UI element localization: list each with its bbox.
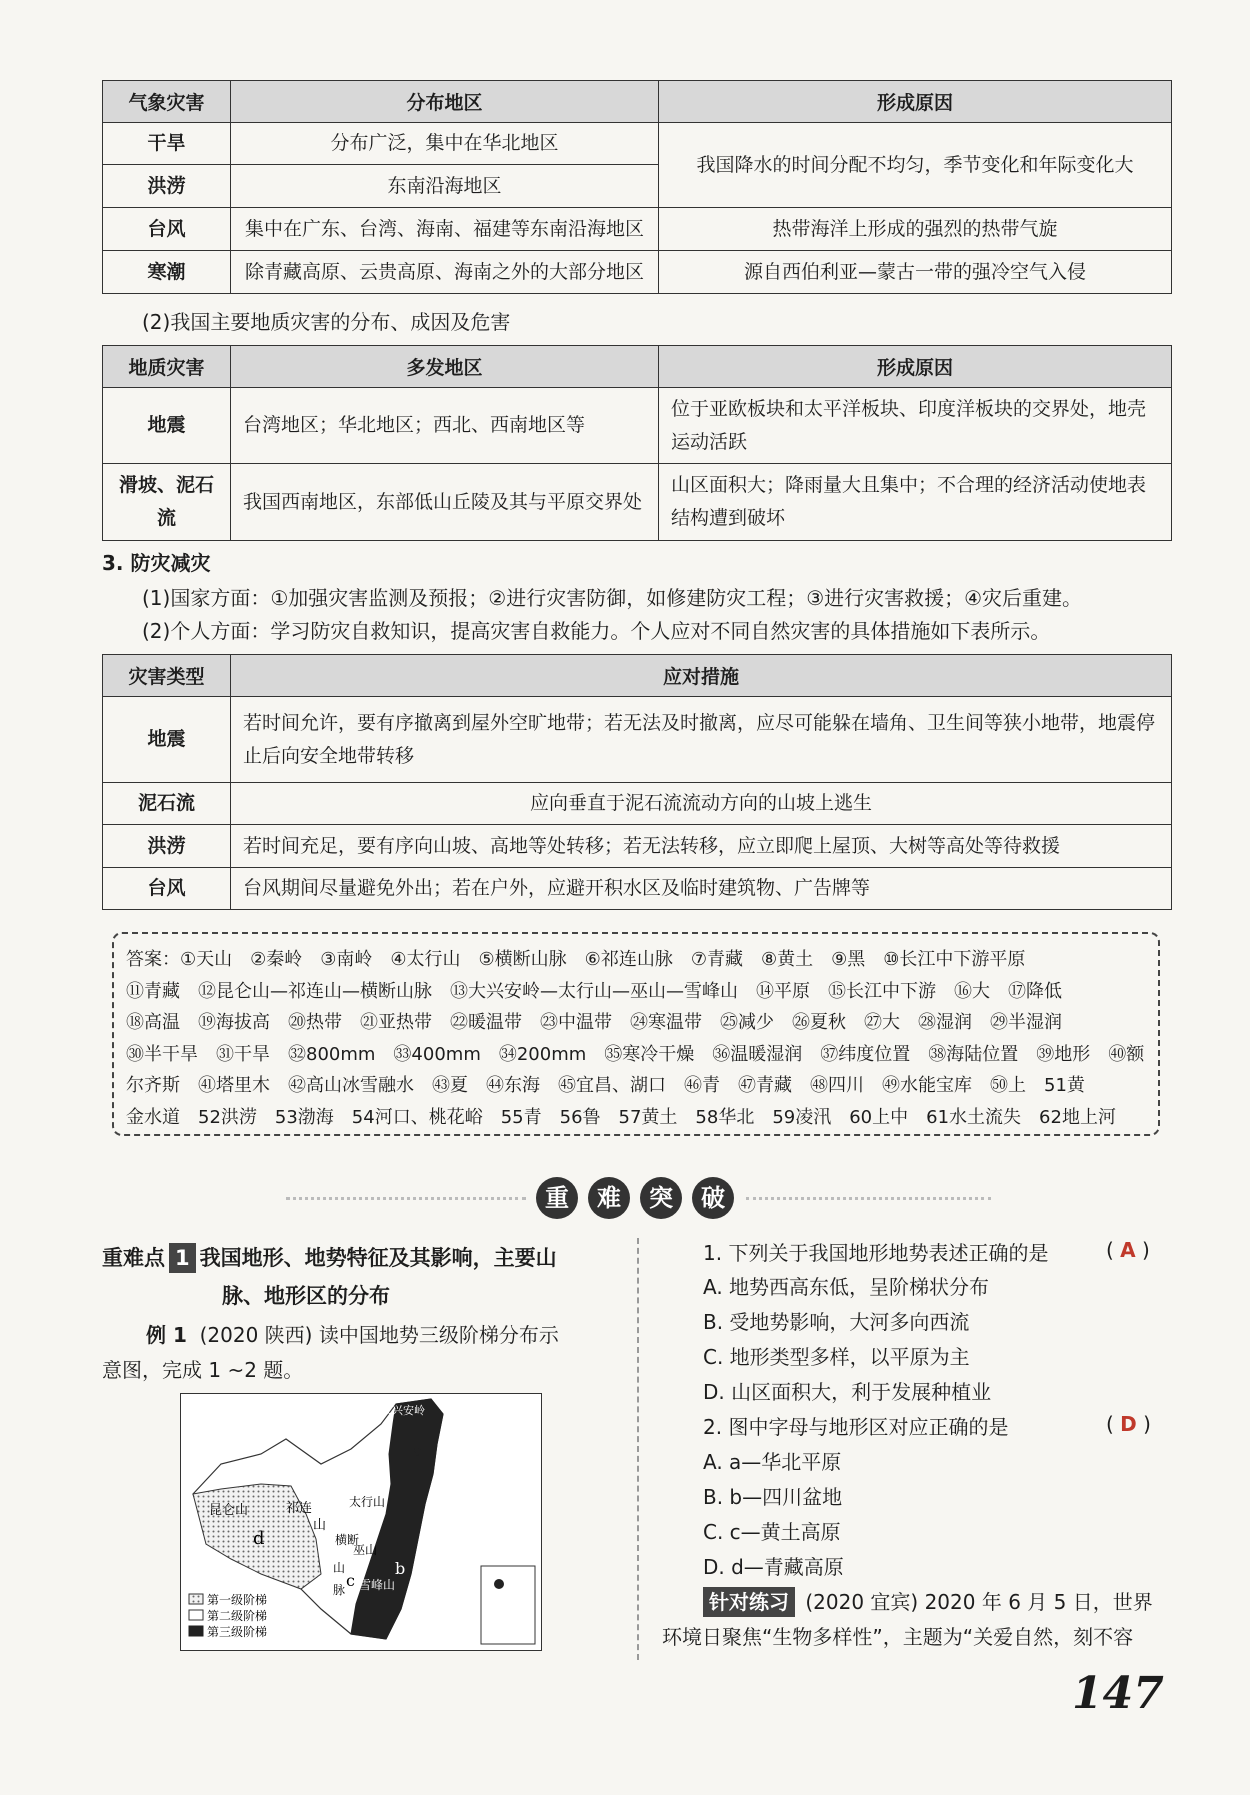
table-cell: 台风 (103, 208, 231, 251)
table-cell: 集中在广东、台湾、海南、福建等东南沿海地区 (231, 208, 659, 251)
practice-text-cont: 环境日聚焦“生物多样性”，主题为“关爱自然，刻不容 (662, 1625, 1134, 1649)
answer-line: ㉚半干旱 ㉛干旱 ㉜800mm ㉝400mm ㉞200mm ㉟寒冷干燥 ㊱温暖湿润 ㊲纬度位置 ㊳海陆位置 ㊴地形 ㊵额 (126, 1043, 1145, 1065)
map-label: 山 (333, 1561, 346, 1575)
geological-disaster-table (102, 345, 1172, 541)
key-point-number: 1 (169, 1243, 196, 1273)
example-line (146, 1320, 559, 1350)
option: A. 地势西高东低，呈阶梯状分布 (703, 1275, 990, 1299)
answer-paren: ( A ) (1106, 1238, 1150, 1262)
inset-box (481, 1566, 535, 1644)
divider (746, 1197, 991, 1200)
table-header: 分布地区 (231, 81, 659, 123)
table-cell: 地震 (103, 388, 231, 464)
option: B. b—四川盆地 (703, 1485, 843, 1509)
map-label: 雪峰山 (359, 1578, 396, 1592)
key-point-title-cont: 脉、地形区的分布 (222, 1284, 390, 1308)
map-label: 巫山 (353, 1543, 378, 1557)
map-label: c (346, 1571, 355, 1590)
table-cell: 应向垂直于泥石流流动方向的山坡上逃生 (231, 783, 1172, 825)
map-label: d (253, 1528, 265, 1549)
disaster-response-table (102, 654, 1172, 910)
table-cell: 我国降水的时间分配不均匀，季节变化和年际变化大 (659, 123, 1172, 208)
table-header: 气象灾害 (103, 81, 231, 123)
table-header: 地质灾害 (103, 346, 231, 388)
map-label: 横断 (335, 1533, 360, 1547)
banner-char: 突 (640, 1177, 682, 1219)
table-cell: 干旱 (103, 123, 231, 165)
map-label: 大兴安岭 (381, 1404, 425, 1417)
map-label: 昆仑山 (209, 1503, 249, 1518)
banner-char: 破 (692, 1177, 734, 1219)
option: B. 受地势影响，大河多向西流 (703, 1310, 970, 1334)
option: D. d—青藏高原 (703, 1555, 844, 1579)
answer-line: 答案：①天山 ②秦岭 ③南岭 ④太行山 ⑤横断山脉 ⑥祁连山脉 ⑦青藏 ⑧黄土 ⑨黑 ⑩长江中下游平原 (126, 949, 1026, 970)
divider (286, 1197, 526, 1200)
map-label: b (395, 1559, 406, 1578)
question-1: 1. 下列关于我国地形地势表述正确的是 (703, 1241, 1049, 1265)
map-label: 祁连 (286, 1501, 313, 1516)
legend-label: 第三级阶梯 (207, 1625, 268, 1639)
practice-line (703, 1587, 1153, 1617)
table-cell: 东南沿海地区 (231, 165, 659, 208)
table-cell: 地震 (103, 697, 231, 783)
practice-label: 针对练习 (703, 1587, 795, 1617)
table-cell: 我国西南地区，东部低山丘陵及其与平原交界处 (231, 464, 659, 541)
option: D. 山区面积大，利于发展种植业 (703, 1380, 992, 1404)
table-cell: 台湾地区；华北地区；西北、西南地区等 (231, 388, 659, 464)
answer-box (112, 932, 1160, 1136)
answer-line: 金水道 52洪涝 53渤海 54河口、桃花峪 55青 56鲁 57黄土 58华北 59凌汛 60上中 61水土流失 62地上河 (126, 1106, 1116, 1128)
table-cell: 洪涝 (103, 165, 231, 208)
key-point-heading (102, 1243, 557, 1273)
table-header: 形成原因 (659, 346, 1172, 388)
table-cell: 若时间充足，要有序向山坡、高地等处转移；若无法转移，应立即爬上屋顶、大树等高处等待救援 (231, 825, 1172, 868)
question-1-answer: A (1120, 1238, 1136, 1262)
key-point-title: 我国地形、地势特征及其影响，主要山 (199, 1246, 557, 1270)
table-header: 应对措施 (231, 655, 1172, 697)
inset-dot (494, 1579, 504, 1589)
table-cell: 分布广泛，集中在华北地区 (231, 123, 659, 165)
map-label: a (413, 1441, 423, 1460)
table-cell: 台风 (103, 868, 231, 910)
banner-char: 重 (536, 1177, 578, 1219)
legend-swatch-step3 (189, 1626, 203, 1636)
table-cell: 山区面积大；降雨量大且集中；不合理的经济活动使地表结构遭到破坏 (659, 464, 1172, 541)
answer-line: ⑱高温 ⑲海拔高 ⑳热带 ㉑亚热带 ㉒暖温带 ㉓中温带 ㉔寒温带 ㉕减少 ㉖夏秋 ㉗大 ㉘湿润 ㉙半湿润 (126, 1012, 1062, 1033)
section-heading: 3. 防灾减灾 (102, 551, 211, 575)
legend-swatch-step2 (189, 1610, 203, 1620)
legend-swatch-step1 (189, 1594, 203, 1604)
option: A. a—华北平原 (703, 1450, 842, 1474)
answer-line: 尔齐斯 ㊶塔里木 ㊷高山冰雪融水 ㊸夏 ㊹东海 ㊺宜昌、湖口 ㊻青 ㊼青藏 ㊽四川 ㊾水能宝库 ㊿上 51黄 (126, 1075, 1085, 1096)
map-label: 脉 (333, 1583, 346, 1597)
answer-paren: ( D ) (1106, 1412, 1151, 1436)
table-cell: 洪涝 (103, 825, 231, 868)
table-header: 多发地区 (231, 346, 659, 388)
map-label: 山 (313, 1518, 327, 1533)
table-cell: 泥石流 (103, 783, 231, 825)
table-cell: 台风期间尽量避免外出；若在户外，应避开积水区及临时建筑物、广告牌等 (231, 868, 1172, 910)
legend-label: 第二级阶梯 (207, 1609, 268, 1623)
table-cell: 寒潮 (103, 251, 231, 294)
table-cell: 热带海洋上形成的强烈的热带气旋 (659, 208, 1172, 251)
legend-label: 第一级阶梯 (207, 1593, 268, 1607)
answer-line: ⑪青藏 ⑫昆仑山—祁连山—横断山脉 ⑬大兴安岭—太行山—巫山—雪峰山 ⑭平原 ⑮长江中下游 ⑯大 ⑰降低 (126, 980, 1062, 1002)
option: C. 地形类型多样，以平原为主 (703, 1345, 970, 1369)
option: C. c—黄土高原 (703, 1520, 841, 1544)
example-label: 例 1 (146, 1323, 187, 1347)
paragraph: (2)个人方面：学习防灾自救知识，提高灾害自救能力。个人应对不同自然灾害的具体措施如下表所示。 (142, 619, 1051, 643)
banner-char: 难 (588, 1177, 630, 1219)
map-svg (181, 1394, 543, 1652)
table-cell: 位于亚欧板块和太平洋板块、印度洋板块的交界处，地壳运动活跃 (659, 388, 1172, 464)
meteorological-disaster-table (102, 80, 1172, 294)
table-cell: 除青藏高原、云贵高原、海南之外的大部分地区 (231, 251, 659, 294)
question-2-answer: D (1120, 1412, 1137, 1436)
table-header: 灾害类型 (103, 655, 231, 697)
practice-text: (2020 宜宾) 2020 年 6 月 5 日，世界 (805, 1590, 1153, 1614)
table-cell: 源自西伯利亚—蒙古一带的强冷空气入侵 (659, 251, 1172, 294)
section-heading: (2)我国主要地质灾害的分布、成因及危害 (142, 310, 511, 334)
example-text: (2020 陕西) 读中国地势三级阶梯分布示 (199, 1323, 559, 1347)
china-terrain-map (180, 1393, 542, 1651)
map-label: 太行山 (349, 1495, 386, 1509)
table-header: 形成原因 (659, 81, 1172, 123)
section-banner (286, 1173, 991, 1223)
example-text-cont: 意图，完成 1 ~2 题。 (102, 1358, 304, 1382)
question-2: 2. 图中字母与地形区对应正确的是 (703, 1415, 1009, 1439)
key-point-label: 重难点 (102, 1246, 165, 1270)
table-cell: 滑坡、泥石流 (103, 464, 231, 541)
page-number: 147 (1072, 1668, 1164, 1719)
column-divider (637, 1238, 639, 1660)
paragraph: (1)国家方面：①加强灾害监测及预报；②进行灾害防御，如修建防灾工程；③进行灾害救援；④灾后重建。 (142, 586, 1083, 610)
table-cell: 若时间允许，要有序撤离到屋外空旷地带；若无法及时撤离，应尽可能躲在墙角、卫生间等狭小地带，地震停止后向安全地带转移 (231, 697, 1172, 783)
